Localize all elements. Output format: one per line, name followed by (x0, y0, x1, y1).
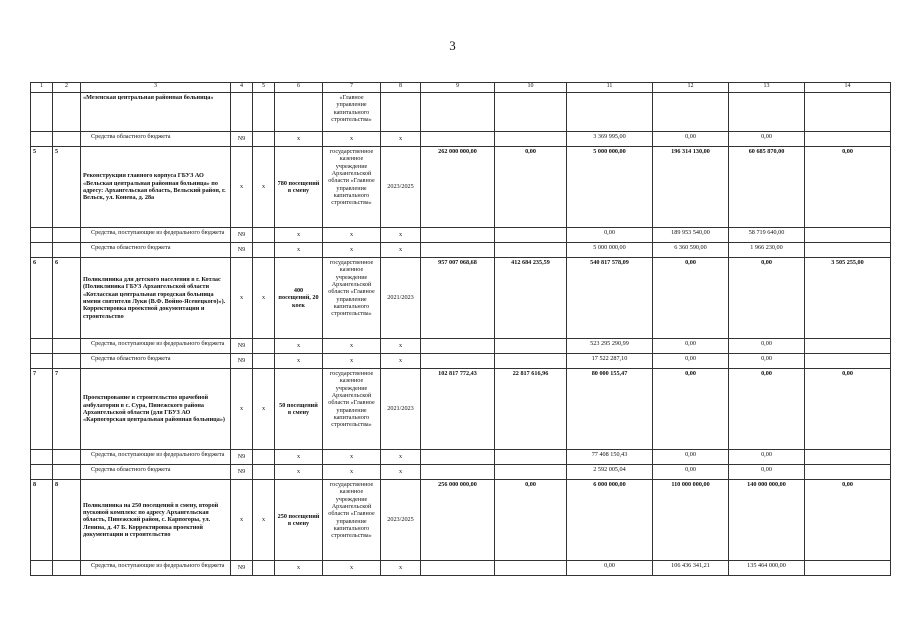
cell-col-1 (31, 450, 53, 465)
cell-col-2: 5 (53, 147, 81, 228)
cell-col-9 (421, 243, 495, 258)
cell-col-3: Поликлиника на 250 посещений в смену, второй пусковой комплекс по адресу Архангельская область, Пинежский район, с. Карпогоры, ул. Ленина, д. 47 Б. Корректировка проектной документации и строительство (81, 480, 231, 561)
cell-col-3: Проектирование и строительство врачебной амбулатории в с. Сура, Пинежского района Архангельской области (для ГБУЗ АО «Карпогорская центральная районная больница») (81, 369, 231, 450)
column-number-11: 11 (567, 83, 653, 93)
cell-col-3: Средства, поступающие из федерального бюджета (81, 450, 231, 465)
cell-col-8: x (381, 354, 421, 369)
cell-col-11: 2 592 005,04 (567, 465, 653, 480)
cell-col-5: x (253, 369, 275, 450)
column-number-7: 7 (323, 83, 381, 93)
cell-col-4: N9 (231, 243, 253, 258)
cell-col-6: 250 посещений в смену (275, 480, 323, 561)
cell-col-13: 0,00 (729, 339, 805, 354)
cell-col-10 (495, 561, 567, 576)
cell-col-1 (31, 228, 53, 243)
column-number-14: 14 (805, 83, 891, 93)
cell-col-8: 2023/2025 (381, 480, 421, 561)
cell-col-11: 5 000 000,00 (567, 147, 653, 228)
cell-col-5 (253, 465, 275, 480)
cell-col-5 (253, 354, 275, 369)
cell-col-12: 0,00 (653, 369, 729, 450)
cell-col-11: 540 817 578,09 (567, 258, 653, 339)
cell-col-8: 2021/2023 (381, 369, 421, 450)
cell-col-5 (253, 228, 275, 243)
cell-col-2: 7 (53, 369, 81, 450)
cell-col-13: 0,00 (729, 258, 805, 339)
cell-col-13: 140 000 000,00 (729, 480, 805, 561)
cell-col-6: 50 посещений в смену (275, 369, 323, 450)
cell-col-10 (495, 93, 567, 132)
financing-table (30, 82, 891, 576)
cell-col-12 (653, 93, 729, 132)
cell-col-14 (805, 450, 891, 465)
cell-col-2: 6 (53, 258, 81, 339)
cell-col-13: 0,00 (729, 354, 805, 369)
cell-col-9 (421, 228, 495, 243)
column-number-3: 3 (81, 83, 231, 93)
cell-col-11 (567, 93, 653, 132)
cell-col-7: x (323, 354, 381, 369)
cell-col-13: 1 966 230,00 (729, 243, 805, 258)
column-number-6: 6 (275, 83, 323, 93)
cell-col-12: 0,00 (653, 354, 729, 369)
cell-col-10 (495, 450, 567, 465)
project-row (31, 480, 891, 561)
cell-col-12: 0,00 (653, 258, 729, 339)
cell-col-2 (53, 339, 81, 354)
cell-col-7: государственное казенное учреждение Архангельской области «Главное управление капитального строительства» (323, 369, 381, 450)
cell-col-6: 780 посещений в смену (275, 147, 323, 228)
cell-col-7: «Главное управление капитального строительства» (323, 93, 381, 132)
column-number-5: 5 (253, 83, 275, 93)
cell-col-4 (231, 93, 253, 132)
cell-col-4: x (231, 258, 253, 339)
cell-col-11: 77 408 150,43 (567, 450, 653, 465)
cell-col-3: Поликлиника для детского населения в г. Котлас (Поликлиника ГБУЗ Архангельской области «Котласская центральная городская больница имени святителя Луки (В.Ф. Войно-Ясенецкого)»). Корректировка проектной документации и строительство (81, 258, 231, 339)
cell-col-7: x (323, 450, 381, 465)
cell-col-7: x (323, 243, 381, 258)
cell-col-9: 957 007 068,68 (421, 258, 495, 339)
cell-col-6: 400 посещений, 20 коек (275, 258, 323, 339)
cell-col-2 (53, 465, 81, 480)
cell-col-6: x (275, 243, 323, 258)
cell-col-5 (253, 132, 275, 147)
cell-col-12: 196 314 130,00 (653, 147, 729, 228)
cell-col-10 (495, 354, 567, 369)
cell-col-4: N9 (231, 450, 253, 465)
cell-col-2 (53, 93, 81, 132)
cell-col-5 (253, 339, 275, 354)
cell-col-3: Средства областного бюджета (81, 354, 231, 369)
cell-col-7: x (323, 339, 381, 354)
cell-col-2 (53, 243, 81, 258)
cell-col-14 (805, 132, 891, 147)
cell-col-5: x (253, 480, 275, 561)
cell-col-7: государственное казенное учреждение Архангельской области «Главное управление капитального строительства» (323, 258, 381, 339)
cell-col-1 (31, 561, 53, 576)
cell-col-7: x (323, 228, 381, 243)
cell-col-12: 6 360 590,00 (653, 243, 729, 258)
cell-col-2 (53, 561, 81, 576)
cell-col-5 (253, 93, 275, 132)
cell-col-3: Средства областного бюджета (81, 465, 231, 480)
project-row (31, 147, 891, 228)
cell-col-4: N9 (231, 339, 253, 354)
cell-col-9 (421, 465, 495, 480)
cell-col-1 (31, 339, 53, 354)
cell-col-10: 412 684 235,59 (495, 258, 567, 339)
cell-col-11: 523 295 290,99 (567, 339, 653, 354)
cell-col-5: x (253, 147, 275, 228)
cell-col-8: x (381, 339, 421, 354)
cell-col-10: 0,00 (495, 480, 567, 561)
cell-col-8: x (381, 561, 421, 576)
cell-col-2 (53, 450, 81, 465)
funding-source-row (31, 465, 891, 480)
cell-col-12: 106 436 341,21 (653, 561, 729, 576)
project-row (31, 258, 891, 339)
cell-col-14 (805, 465, 891, 480)
cell-col-11: 6 000 000,00 (567, 480, 653, 561)
cell-col-1 (31, 465, 53, 480)
cell-col-1: 5 (31, 147, 53, 228)
column-number-8: 8 (381, 83, 421, 93)
cell-col-2 (53, 354, 81, 369)
cell-col-13: 0,00 (729, 450, 805, 465)
cell-col-11: 3 369 995,00 (567, 132, 653, 147)
funding-source-row (31, 561, 891, 576)
cell-col-1 (31, 132, 53, 147)
cell-col-10 (495, 243, 567, 258)
cell-col-12: 0,00 (653, 450, 729, 465)
page-number: 3 (449, 38, 456, 53)
cell-col-12: 0,00 (653, 339, 729, 354)
cell-col-2 (53, 228, 81, 243)
cell-col-13: 0,00 (729, 465, 805, 480)
cell-col-12: 110 000 000,00 (653, 480, 729, 561)
cell-col-13: 0,00 (729, 369, 805, 450)
column-number-9: 9 (421, 83, 495, 93)
cell-col-8: x (381, 132, 421, 147)
column-number-10: 10 (495, 83, 567, 93)
cell-col-6: x (275, 465, 323, 480)
cell-col-9 (421, 132, 495, 147)
cell-col-3: Средства, поступающие из федерального бюджета (81, 561, 231, 576)
cell-col-9 (421, 561, 495, 576)
cell-col-3: «Мезенская центральная районная больница» (81, 93, 231, 132)
column-number-4: 4 (231, 83, 253, 93)
column-number-2: 2 (53, 83, 81, 93)
cell-col-3: Средства областного бюджета (81, 132, 231, 147)
cell-col-13: 60 685 870,00 (729, 147, 805, 228)
column-number-row (31, 83, 891, 93)
continuation-row (31, 93, 891, 132)
column-number-13: 13 (729, 83, 805, 93)
cell-col-9 (421, 339, 495, 354)
cell-col-10: 0,00 (495, 147, 567, 228)
cell-col-14 (805, 93, 891, 132)
cell-col-3: Средства областного бюджета (81, 243, 231, 258)
cell-col-7: x (323, 465, 381, 480)
cell-col-8: 2023/2025 (381, 147, 421, 228)
column-number-1: 1 (31, 83, 53, 93)
cell-col-7: государственное казенное учреждение Архангельской области «Главное управление капитального строительства» (323, 147, 381, 228)
cell-col-14: 0,00 (805, 480, 891, 561)
cell-col-14 (805, 228, 891, 243)
cell-col-5 (253, 561, 275, 576)
cell-col-14 (805, 561, 891, 576)
cell-col-4: N9 (231, 561, 253, 576)
project-row (31, 369, 891, 450)
cell-col-11: 0,00 (567, 561, 653, 576)
cell-col-1: 6 (31, 258, 53, 339)
cell-col-10 (495, 132, 567, 147)
cell-col-4: N9 (231, 465, 253, 480)
funding-source-row (31, 132, 891, 147)
cell-col-6: x (275, 228, 323, 243)
cell-col-10 (495, 228, 567, 243)
cell-col-3: Реконструкция главного корпуса ГБУЗ АО «Вельская центральная районная больница» по адресу: Архангельская область, Вельский район, г. Вельск, ул. Конева, д. 28а (81, 147, 231, 228)
cell-col-6: x (275, 561, 323, 576)
cell-col-8: x (381, 243, 421, 258)
cell-col-6: x (275, 132, 323, 147)
cell-col-4: N9 (231, 228, 253, 243)
cell-col-6 (275, 93, 323, 132)
cell-col-12: 189 953 540,00 (653, 228, 729, 243)
funding-source-row (31, 339, 891, 354)
cell-col-8 (381, 93, 421, 132)
cell-col-10 (495, 465, 567, 480)
cell-col-11: 0,00 (567, 228, 653, 243)
cell-col-6: x (275, 450, 323, 465)
column-number-12: 12 (653, 83, 729, 93)
cell-col-2 (53, 132, 81, 147)
cell-col-9: 262 000 000,00 (421, 147, 495, 228)
cell-col-13: 135 464 000,00 (729, 561, 805, 576)
cell-col-13 (729, 93, 805, 132)
cell-col-14 (805, 354, 891, 369)
cell-col-3: Средства, поступающие из федерального бюджета (81, 228, 231, 243)
cell-col-6: x (275, 354, 323, 369)
cell-col-11: 5 000 000,00 (567, 243, 653, 258)
cell-col-5 (253, 450, 275, 465)
cell-col-14: 3 505 255,00 (805, 258, 891, 339)
cell-col-13: 58 719 640,00 (729, 228, 805, 243)
cell-col-8: x (381, 228, 421, 243)
cell-col-4: x (231, 480, 253, 561)
cell-col-1 (31, 243, 53, 258)
cell-col-11: 80 000 155,47 (567, 369, 653, 450)
cell-col-8: x (381, 465, 421, 480)
cell-col-14: 0,00 (805, 147, 891, 228)
cell-col-2: 8 (53, 480, 81, 561)
cell-col-7: x (323, 132, 381, 147)
cell-col-1: 8 (31, 480, 53, 561)
cell-col-4: N9 (231, 132, 253, 147)
cell-col-9 (421, 450, 495, 465)
funding-source-row (31, 450, 891, 465)
cell-col-14 (805, 243, 891, 258)
cell-col-10 (495, 339, 567, 354)
cell-col-12: 0,00 (653, 465, 729, 480)
funding-source-row (31, 354, 891, 369)
cell-col-12: 0,00 (653, 132, 729, 147)
cell-col-11: 17 522 287,10 (567, 354, 653, 369)
cell-col-9: 256 000 000,00 (421, 480, 495, 561)
cell-col-6: x (275, 339, 323, 354)
cell-col-1: 7 (31, 369, 53, 450)
cell-col-10: 22 817 616,96 (495, 369, 567, 450)
cell-col-14 (805, 339, 891, 354)
cell-col-3: Средства, поступающие из федерального бюджета (81, 339, 231, 354)
cell-col-14: 0,00 (805, 369, 891, 450)
cell-col-4: x (231, 369, 253, 450)
cell-col-13: 0,00 (729, 132, 805, 147)
cell-col-7: x (323, 561, 381, 576)
cell-col-7: государственное казенное учреждение Архангельской области «Главное управление капитального строительства» (323, 480, 381, 561)
funding-source-row (31, 243, 891, 258)
cell-col-5 (253, 243, 275, 258)
cell-col-8: x (381, 450, 421, 465)
cell-col-1 (31, 93, 53, 132)
cell-col-8: 2021/2023 (381, 258, 421, 339)
cell-col-4: N9 (231, 354, 253, 369)
funding-source-row (31, 228, 891, 243)
cell-col-4: x (231, 147, 253, 228)
cell-col-9 (421, 354, 495, 369)
cell-col-9: 102 817 772,43 (421, 369, 495, 450)
cell-col-9 (421, 93, 495, 132)
cell-col-1 (31, 354, 53, 369)
cell-col-5: x (253, 258, 275, 339)
